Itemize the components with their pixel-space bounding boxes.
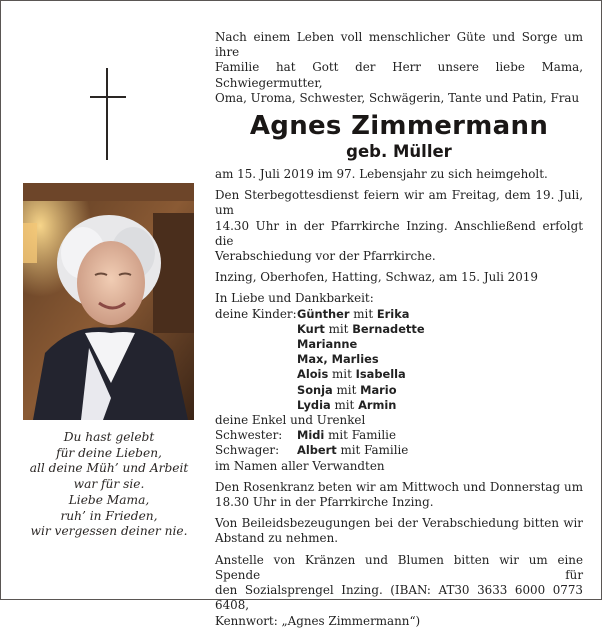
donation-line: den Sozialsprengel Inzing. (IBAN: AT30 3633 6000 0773 6408, <box>215 583 583 613</box>
intro-line: Oma, Uroma, Schwester, Schwägerin, Tante und Patin, Frau <box>215 90 580 105</box>
poem-line: Liebe Mama, <box>68 492 150 507</box>
child-entry: Marianne <box>297 337 358 352</box>
death-note: am 15. Juli 2019 im 97. Lebensjahr zu sich heimgeholt. <box>215 167 548 182</box>
intro-line: Nach einem Leben voll menschlicher Güte und Sorge um ihre <box>215 30 583 60</box>
condolence-paragraph <box>215 516 583 546</box>
funeral-line: Den Sterbegottesdienst feiern wir am Freitag, dem 19. Juli, um <box>215 188 583 218</box>
brother-in-law-row: Schwager: Albert mit Familie <box>215 443 409 458</box>
intro-paragraph <box>215 30 583 106</box>
rosary-line: Den Rosenkranz beten wir am Mittwoch und Donnerstag um <box>215 479 583 494</box>
child-entry: Max, Marlies <box>297 352 379 367</box>
child-entry: Sonja mit Mario <box>297 382 397 397</box>
child-entry: Kurt mit Bernadette <box>297 321 425 336</box>
birth-name: geb. Müller <box>346 142 452 162</box>
grandchildren: deine Enkel und Urenkel <box>215 413 366 428</box>
relatives: im Namen aller Verwandten <box>215 458 385 473</box>
poem-line: Du hast gelebt <box>63 430 155 444</box>
rosary-paragraph <box>215 480 583 510</box>
children-block <box>215 307 583 413</box>
obituary-text <box>215 30 583 629</box>
children-label: deine Kinder: <box>215 306 297 321</box>
donation-paragraph <box>215 553 583 629</box>
child-entry: Lydia mit Armin <box>297 397 397 412</box>
donation-line: Kennwort: „Agnes Zimmermann“) <box>215 613 421 628</box>
poem-line: war für sie. <box>73 477 145 492</box>
poem <box>22 430 196 540</box>
intro-line: Familie hat Gott der Herr unsere liebe Mama, Schwiegermutter, <box>215 60 583 90</box>
child-entry: Günther mit Erika <box>297 306 410 321</box>
mourning-intro: In Liebe und Dankbarkeit: <box>215 291 374 306</box>
child-entry: Alois mit Isabella <box>297 367 406 382</box>
poem-line: für deine Lieben, <box>56 445 162 460</box>
poem-line: ruh’ in Frieden, <box>60 508 158 523</box>
rosary-line: 18.30 Uhr in der Pfarrkirche Inzing. <box>215 495 434 510</box>
deceased-name: Agnes Zimmermann <box>249 111 549 142</box>
portrait-photo <box>23 183 194 420</box>
funeral-paragraph <box>215 188 583 264</box>
poem-line: all deine Müh’ und Arbeit <box>29 461 189 476</box>
poem-line: wir vergessen deiner nie. <box>30 524 188 539</box>
funeral-line: 14.30 Uhr in der Pfarrkirche Inzing. Anschließend erfolgt die <box>215 218 583 248</box>
sister-row: Schwester: Midi mit Familie <box>215 428 396 443</box>
funeral-line: Verabschiedung vor der Pfarrkirche. <box>215 249 436 264</box>
cross-icon <box>90 68 126 160</box>
children-list <box>297 307 583 413</box>
place-date: Inzing, Oberhofen, Hatting, Schwaz, am 15. Juli 2019 <box>215 270 538 285</box>
donation-line: Anstelle von Kränzen und Blumen bitten wir um eine Spende für <box>215 552 583 582</box>
condolence-line: Abstand zu nehmen. <box>215 531 339 546</box>
condolence-line: Von Beileidsbezeugungen bei der Verabschiedung bitten wir <box>215 516 583 531</box>
